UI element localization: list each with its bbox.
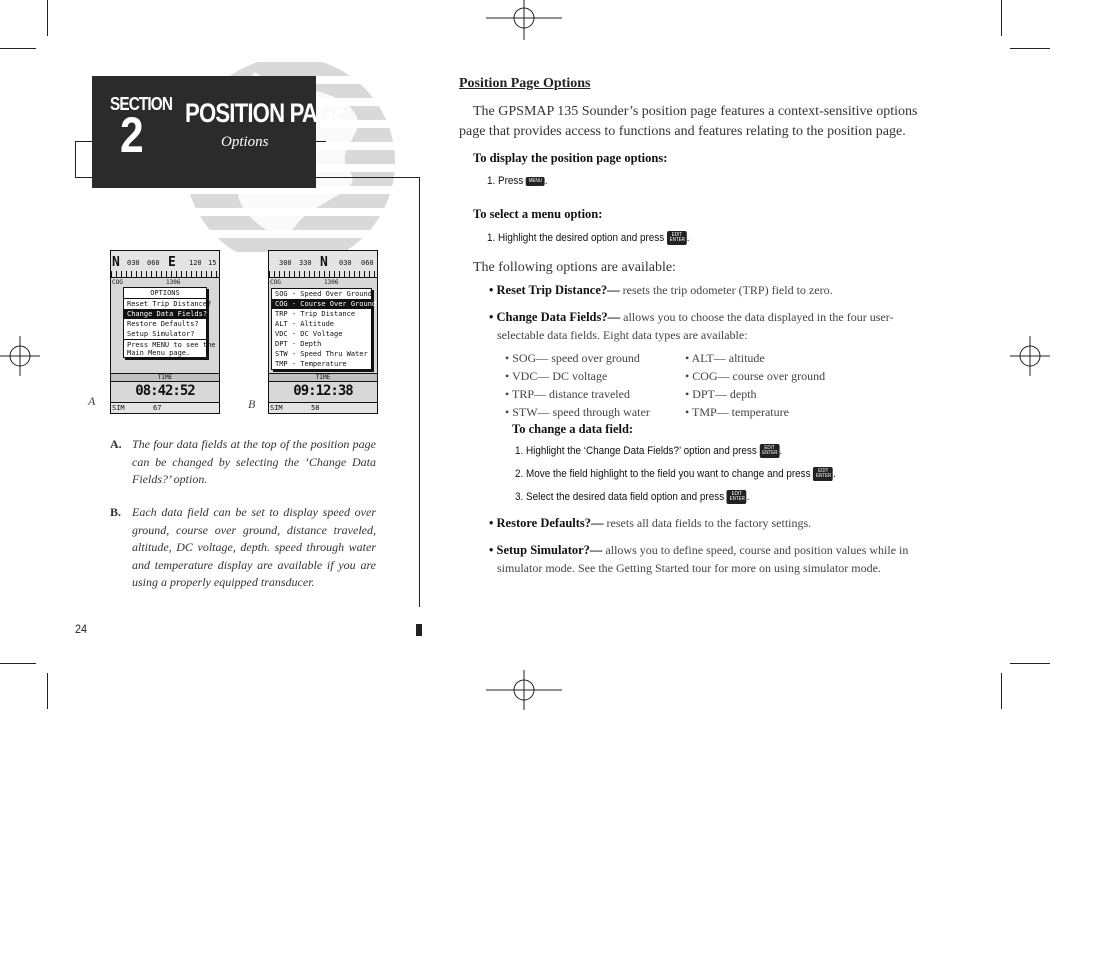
- gps-screen-b: [268, 250, 378, 414]
- data-types-right: [685, 349, 825, 421]
- enter-key-icon: EDIT ENTER: [667, 231, 687, 245]
- option-title: • Change Data Fields?—: [489, 310, 621, 324]
- menu-item-selected[interactable]: COG - Course Over Ground: [272, 299, 371, 309]
- crop-mark: [0, 48, 36, 49]
- caption-b-label: B.: [110, 505, 122, 519]
- compass-label: 060: [147, 259, 160, 267]
- option-text: resets the trip odometer (TRP) field to zero.: [619, 283, 833, 297]
- change-step-2: 2. Move the field highlight to the field you want to change and press EDIT ENTER .: [515, 467, 836, 480]
- menu-item[interactable]: STW - Speed Thru Water: [275, 350, 368, 358]
- crop-mark: [1010, 663, 1050, 664]
- compass-label: 060: [361, 259, 374, 267]
- option-change: [489, 309, 927, 344]
- status-mode: SIM: [270, 404, 283, 412]
- compass-label: 15: [208, 259, 217, 267]
- time-value: 08:42:52: [135, 383, 195, 399]
- step-text: 2. Move the field highlight to the field you want to change and press: [515, 467, 811, 480]
- compass-label: E: [168, 255, 176, 270]
- data-type-item: • STW— speed through water: [505, 405, 650, 419]
- data-type-item: • TRP— distance traveled: [505, 387, 630, 401]
- menu-item[interactable]: SOG - Speed Over Ground: [275, 290, 372, 298]
- menu-key-icon: MENU: [526, 177, 545, 186]
- frame-line: [75, 141, 76, 177]
- figure-label-b: B: [248, 397, 256, 411]
- menu-item[interactable]: TRP - Trip Distance: [275, 310, 356, 318]
- caption-b-text: Each data field can be set to display speed over ground, course over ground, distance traveled, altitude, DC voltage, depth. speed through water and temperature display are available if you are using a properly equipped transducer.: [132, 505, 376, 589]
- select-step: 1. Highlight the desired option and press EDIT ENTER .: [487, 231, 690, 244]
- section-heading: Position Page Options: [459, 76, 591, 91]
- menu-item[interactable]: ALT - Altitude: [275, 320, 335, 328]
- compass-ticks: [111, 271, 219, 277]
- data-type-item: • DPT— depth: [685, 387, 757, 401]
- display-step: 1. Press MENU .: [487, 175, 548, 187]
- page-marker: [416, 624, 422, 636]
- compass-tape: [269, 251, 377, 278]
- status-value: 58: [311, 404, 320, 412]
- field-label: 1306: [324, 279, 339, 286]
- step-text: 3. Select the desired data field option and press: [515, 490, 725, 503]
- page-number: 24: [75, 622, 88, 636]
- data-type-item: • SOG— speed over ground: [505, 351, 640, 365]
- data-type-item: • ALT— altitude: [685, 351, 765, 365]
- option-title: • Reset Trip Distance?—: [489, 283, 620, 297]
- enter-key-icon: EDIT ENTER: [727, 490, 747, 504]
- status-bar: [111, 402, 219, 413]
- caption-a-text: The four data fields at the top of the position page can be changed by selecting the ‘Change Data Fields?’ option.: [132, 437, 376, 486]
- data-type-item: • VDC— DC voltage: [505, 369, 608, 383]
- field-label: COG: [112, 279, 123, 286]
- menu-item[interactable]: Setup Simulator?: [127, 330, 195, 338]
- status-mode: SIM: [112, 404, 125, 412]
- page-title: POSITION PAGE: [185, 98, 348, 128]
- crop-mark: [0, 663, 36, 664]
- figure-label-a: A: [88, 394, 96, 408]
- option-text: resets all data fields to the factory settings.: [603, 516, 812, 530]
- option-reset: [489, 282, 929, 300]
- registration-mark-icon: [0, 336, 40, 376]
- compass-label: 300: [279, 259, 292, 267]
- section-number: 2: [120, 107, 144, 163]
- column-divider: [419, 177, 420, 607]
- page-subtitle: Options: [221, 134, 269, 150]
- status-bar: [269, 402, 377, 413]
- display-heading: To display the position page options:: [473, 151, 668, 165]
- compass-label: 330: [299, 259, 312, 267]
- frame-line: [316, 141, 326, 142]
- data-type-item: • COG— course over ground: [685, 369, 826, 383]
- menu-item[interactable]: Reset Trip Distance?: [127, 300, 212, 308]
- option-title: • Restore Defaults?—: [489, 516, 604, 530]
- menu-item-selected[interactable]: Change Data Fields?: [124, 309, 206, 319]
- crop-mark: [1001, 673, 1002, 709]
- menu-note: [124, 339, 216, 357]
- select-heading: To select a menu option:: [473, 207, 603, 221]
- data-types-left: [505, 349, 650, 421]
- frame-line: [75, 141, 92, 142]
- data-type-item: • TMP— temperature: [685, 405, 789, 419]
- caption-a: [110, 436, 376, 489]
- registration-mark-icon: [1010, 336, 1050, 376]
- frame-line: [75, 177, 92, 178]
- registration-mark-icon: [486, 670, 562, 710]
- enter-key-icon: EDIT ENTER: [813, 467, 833, 481]
- field-label: COG: [270, 279, 281, 286]
- section-label: SECTION: [110, 94, 173, 114]
- frame-line: [316, 177, 419, 178]
- compass-label: N: [112, 255, 120, 270]
- status-value: 67: [153, 404, 162, 412]
- option-title: • Setup Simulator?—: [489, 543, 603, 557]
- menu-item[interactable]: Restore Defaults?: [127, 320, 199, 328]
- crop-mark: [1001, 0, 1002, 36]
- compass-label: 030: [339, 259, 352, 267]
- registration-mark-icon: [486, 0, 562, 40]
- step-text: 1. Press: [487, 175, 524, 187]
- menu-item[interactable]: VDC - DC Voltage: [275, 330, 343, 338]
- menu-title: OPTIONS: [124, 288, 206, 299]
- crop-mark: [47, 673, 48, 709]
- menu-note-line: Main Menu page.: [127, 349, 191, 357]
- change-step-3: 3. Select the desired data field option and press EDIT ENTER .: [515, 490, 750, 503]
- enter-key-icon: EDIT ENTER: [760, 444, 780, 458]
- compass-label: 120: [189, 259, 202, 267]
- compass-ticks: [269, 271, 377, 277]
- intro-paragraph: The GPSMAP 135 Sounder’s position page features a context-sensitive options page that provides access to functions and features relating to the position page.: [459, 104, 918, 139]
- menu-item[interactable]: TMP - Temperature: [275, 360, 347, 368]
- options-intro: The following options are available:: [473, 260, 676, 275]
- change-step-1: 1. Highlight the ‘Change Data Fields?’ option and press EDIT ENTER .: [515, 444, 783, 457]
- caption-b: [110, 504, 376, 592]
- crop-mark: [1010, 48, 1050, 49]
- menu-item[interactable]: DPT - Depth: [275, 340, 322, 348]
- option-text: allows you to define speed, course and position values while in simulator mode. See the Getting Started tour for more on using simulator mode.: [497, 543, 909, 575]
- step-text: 1. Highlight the desired option and press: [487, 231, 665, 244]
- field-label: 1306: [166, 279, 181, 286]
- change-field-heading: To change a data field:: [512, 422, 634, 436]
- option-simulator: [489, 542, 929, 577]
- time-label: TIME: [111, 373, 219, 382]
- menu-note-line: Press MENU to see the: [127, 341, 216, 349]
- option-text: allows you to choose the data displayed in the four user-selectable data fields. Eight data types are available:: [497, 310, 894, 342]
- section-header: [92, 76, 348, 188]
- compass-label: 030: [127, 259, 140, 267]
- options-menu: [123, 287, 216, 358]
- time-label: TIME: [269, 373, 377, 382]
- crop-mark: [47, 0, 48, 36]
- option-restore: [489, 515, 929, 533]
- step-text: 1. Highlight the ‘Change Data Fields?’ option and press: [515, 444, 757, 457]
- time-value: 09:12:38: [293, 383, 353, 399]
- gps-screen-a: [110, 250, 220, 414]
- compass-tape: [111, 251, 219, 278]
- data-field-menu: [271, 288, 377, 370]
- caption-a-label: A.: [110, 437, 122, 451]
- compass-label: N: [320, 255, 328, 270]
